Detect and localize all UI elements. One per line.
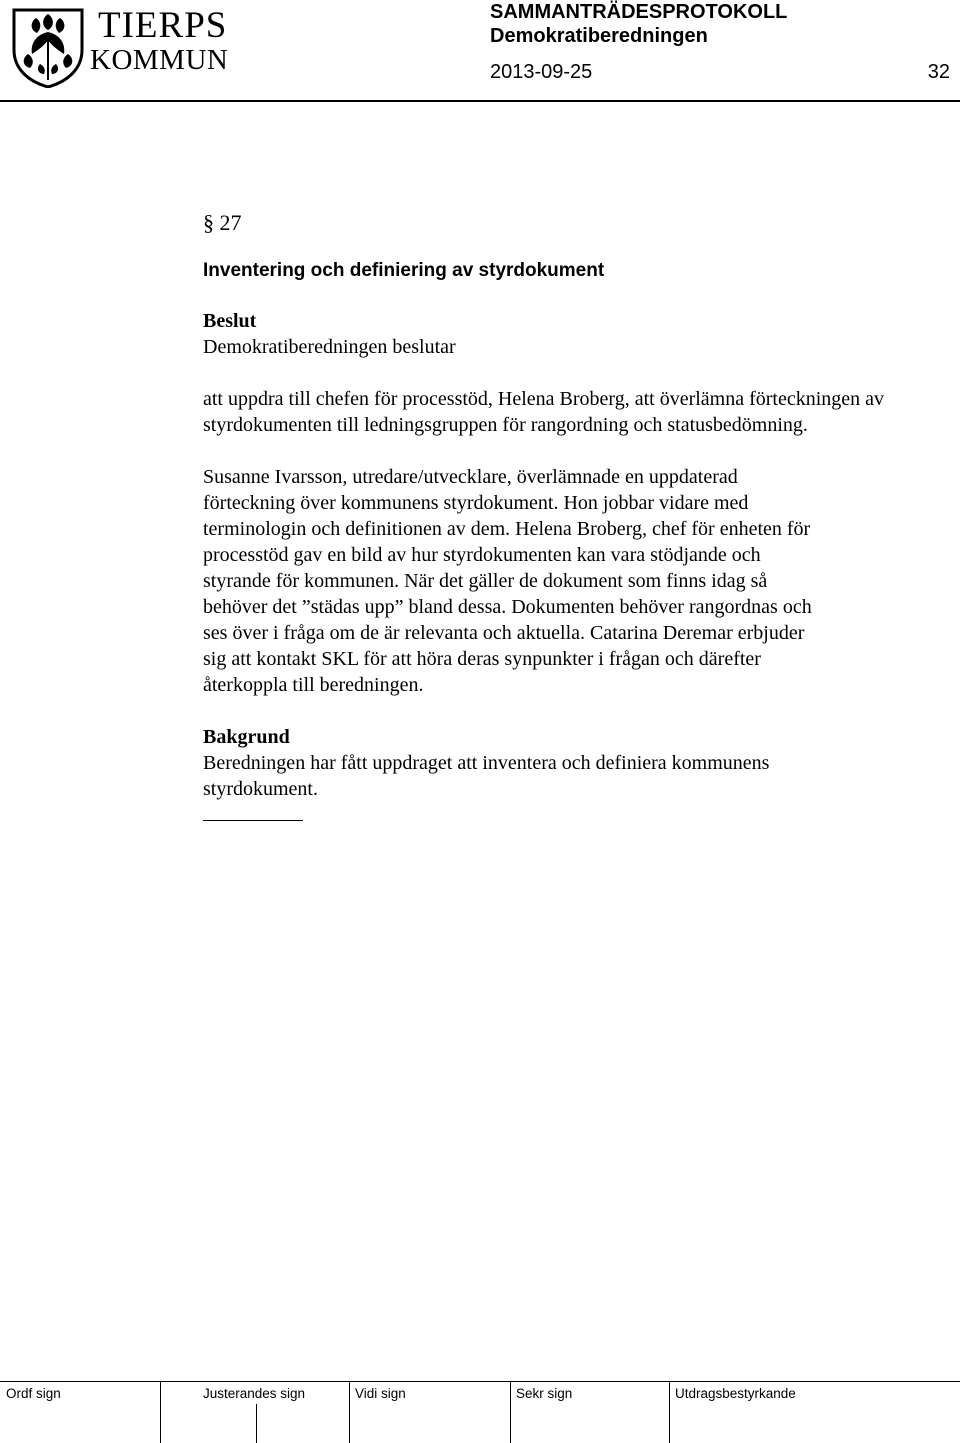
signature-cell-secretary bbox=[510, 1382, 670, 1443]
discussion-line: sig att kontakt SKL för att höra deras synpunkter i frågan och därefter bbox=[203, 648, 761, 670]
cell-divider bbox=[256, 1404, 257, 1443]
discussion-line: terminologin och definitionen av dem. Helena Broberg, chef för enheten för bbox=[203, 518, 811, 540]
logo-name: TIERPS bbox=[98, 5, 228, 46]
committee-name: Demokratiberedningen bbox=[490, 25, 708, 47]
document-type: SAMMANTRÄDESPROTOKOLL bbox=[490, 1, 788, 23]
closing-rule bbox=[203, 820, 303, 821]
signature-label: Utdragsbestyrkande bbox=[675, 1386, 796, 1401]
decision-intro: Demokratiberedningen beslutar bbox=[203, 336, 456, 358]
discussion-paragraph bbox=[203, 464, 903, 698]
meeting-date: 2013-09-25 bbox=[490, 61, 593, 83]
discussion-line: ses över i fråga om de är relevanta och aktuella. Catarina Deremar erbjuder bbox=[203, 622, 805, 644]
signature-cell-vidi bbox=[349, 1382, 509, 1443]
signature-cell-adjusters bbox=[197, 1382, 347, 1443]
discussion-line: styrande för kommunen. När det gäller de dokument som finns idag så bbox=[203, 570, 768, 592]
discussion-line: Susanne Ivarsson, utredare/utvecklare, överlämnade en uppdaterad bbox=[203, 466, 738, 488]
decision-text: att uppdra till chefen för processtöd, Helena Broberg, att överlämna förteckningen av styrdokumenten till ledningsgruppen för rangordning och statusbedömning. bbox=[203, 388, 885, 436]
signature-label: Vidi sign bbox=[355, 1386, 406, 1401]
municipality-logo bbox=[8, 4, 238, 90]
signature-cell-chair bbox=[0, 1382, 160, 1443]
header-divider bbox=[0, 100, 960, 102]
discussion-line: återkoppla till beredningen. bbox=[203, 674, 424, 696]
protocol-section bbox=[203, 208, 903, 821]
signature-table bbox=[0, 1381, 960, 1443]
background-line: Beredningen har fått uppdraget att inventera och definiera kommunens bbox=[203, 752, 770, 774]
signature-cell-extract bbox=[669, 1382, 959, 1443]
background-heading: Bakgrund bbox=[203, 726, 290, 748]
section-title: Inventering och definiering av styrdokument bbox=[203, 260, 605, 281]
signature-label: Justerandes sign bbox=[203, 1386, 306, 1401]
discussion-line: förteckning över kommunens styrdokument. Hon jobbar vidare med bbox=[203, 492, 749, 514]
paragraph-number: § 27 bbox=[203, 210, 242, 235]
background-line: styrdokument. bbox=[203, 778, 318, 800]
decision-heading: Beslut bbox=[203, 310, 257, 332]
logo-subtitle: KOMMUN bbox=[90, 44, 229, 76]
hop-coat-of-arms-icon bbox=[8, 4, 88, 88]
cell-divider bbox=[160, 1382, 161, 1443]
discussion-line: behöver det ”städas upp” bland dessa. Dokumenten behöver rangordnas och bbox=[203, 596, 812, 618]
discussion-line: processtöd gav en bild av hur styrdokumenten kan vara stödjande och bbox=[203, 544, 761, 566]
signature-label: Sekr sign bbox=[516, 1386, 573, 1401]
page-number: 32 bbox=[927, 61, 950, 83]
signature-label: Ordf sign bbox=[6, 1386, 61, 1401]
